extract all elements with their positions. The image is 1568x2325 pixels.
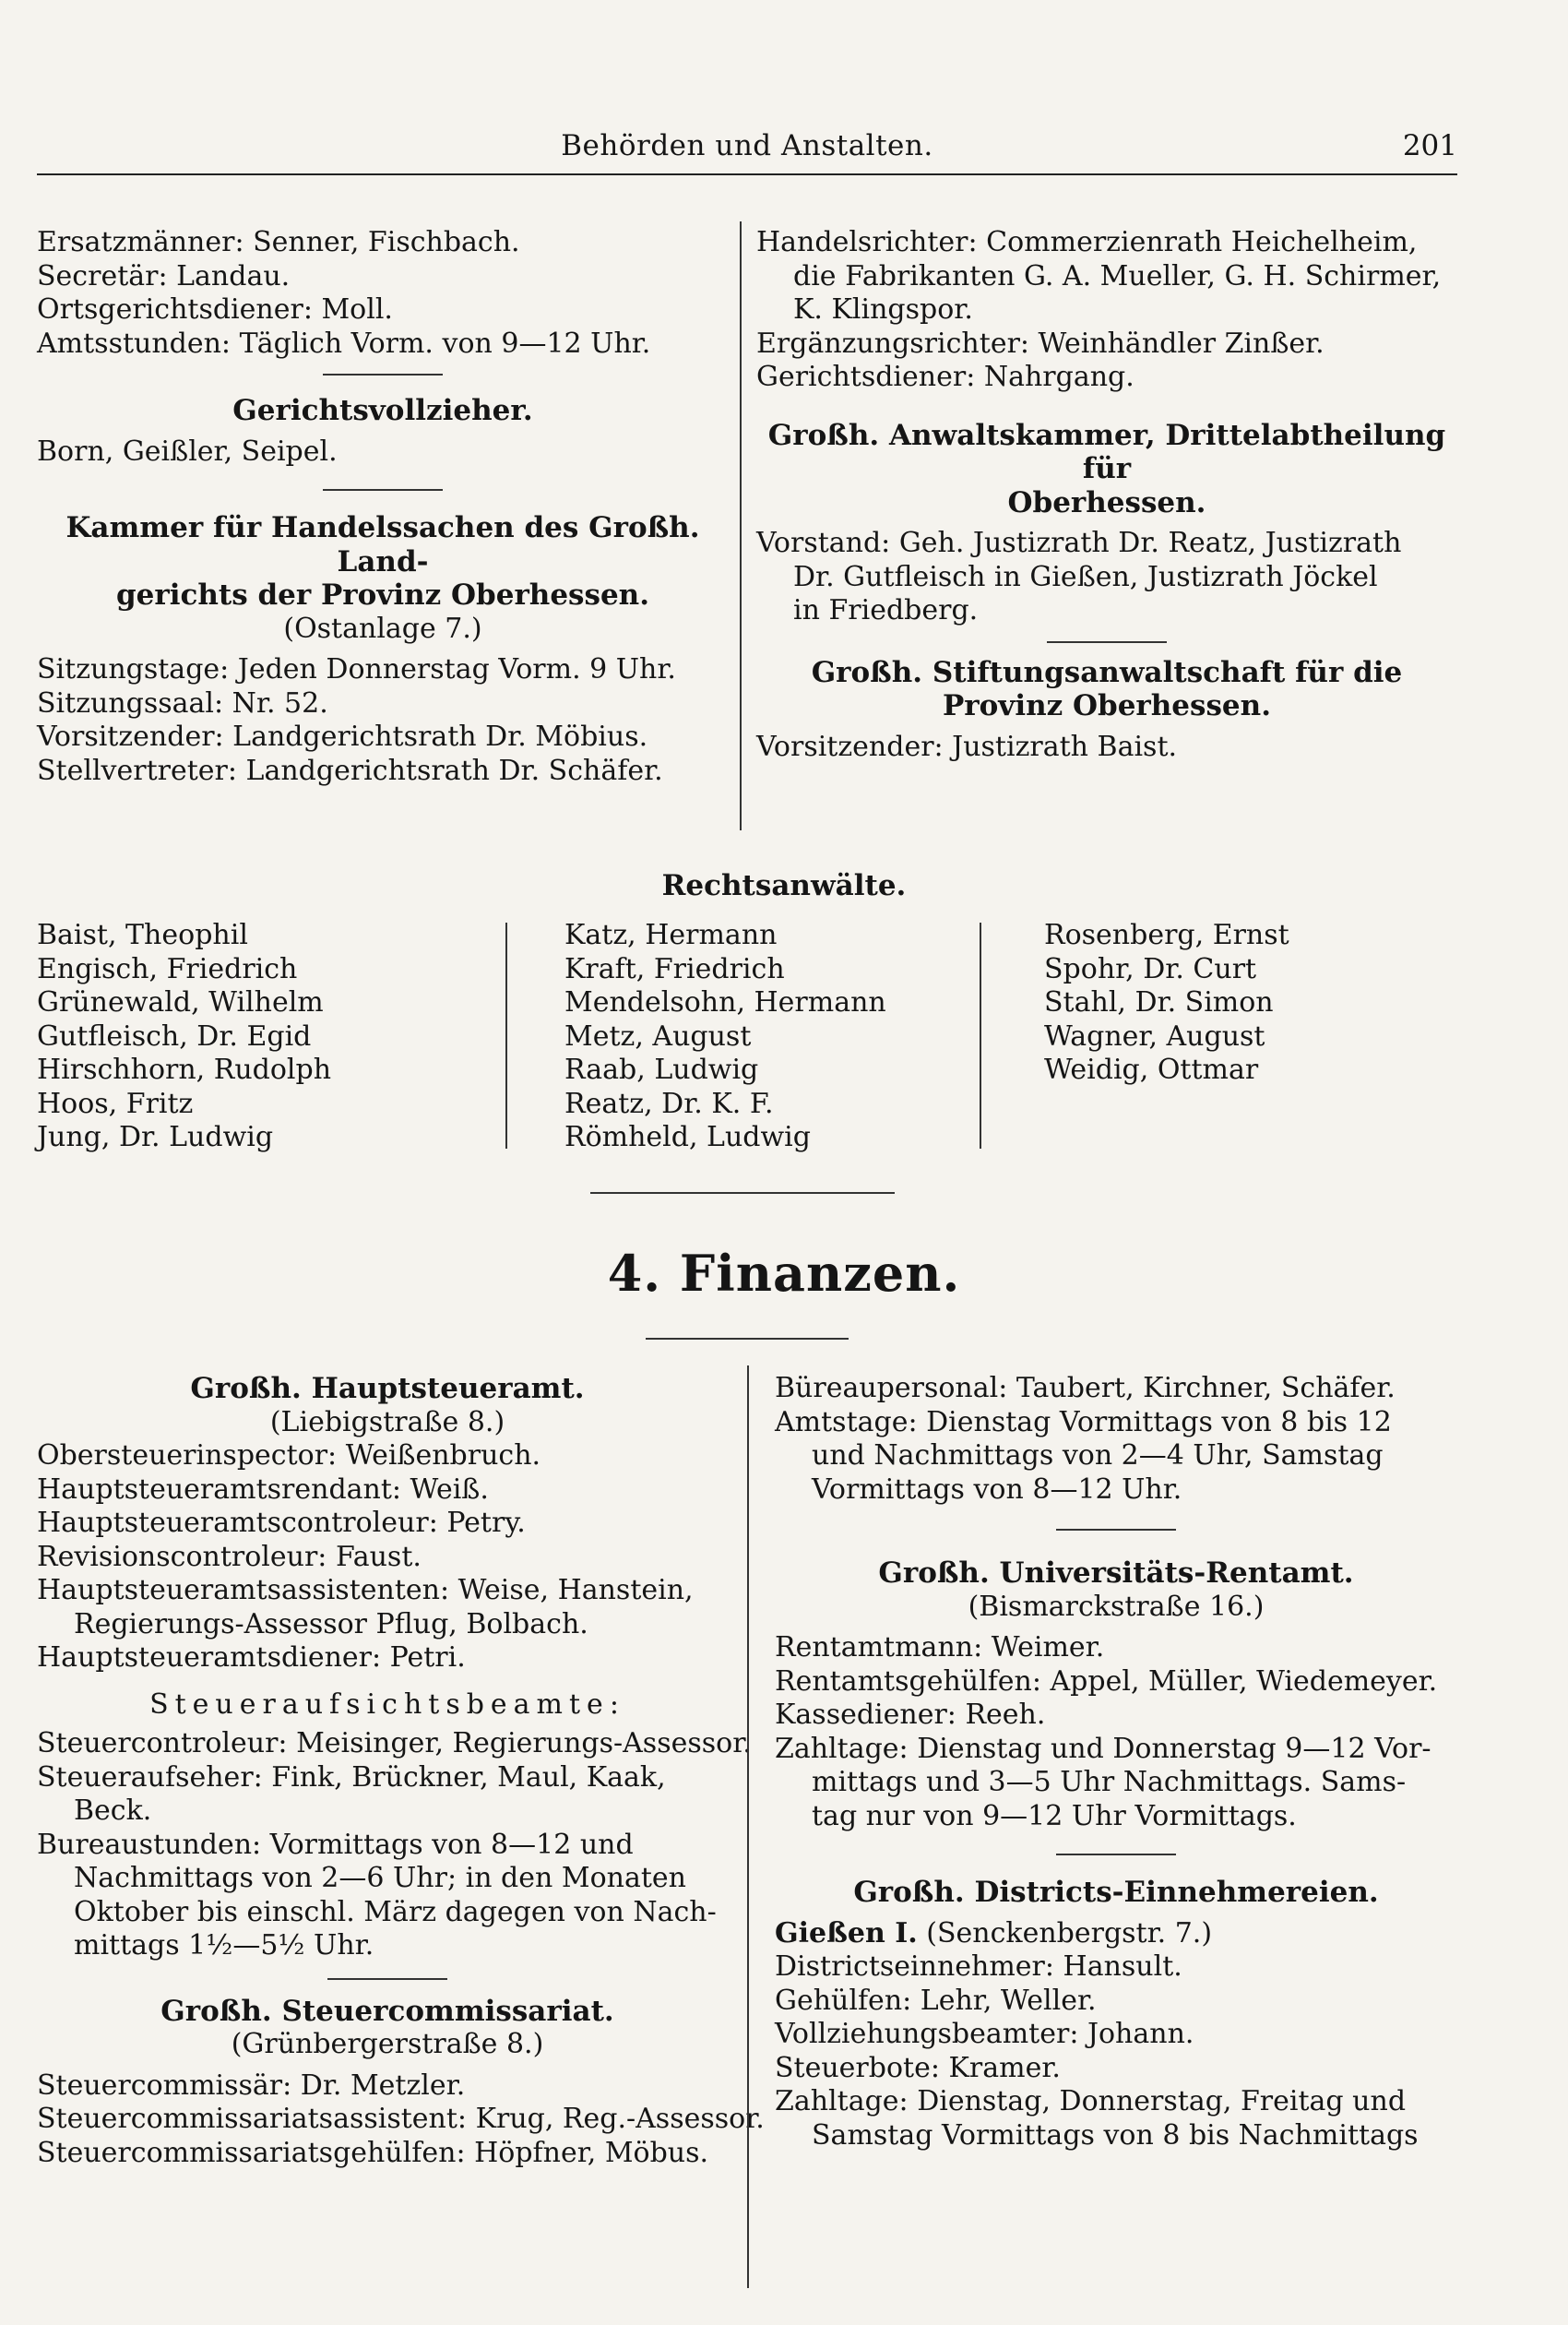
list-item: Raab, Ludwig [564, 1054, 759, 1086]
text-line: Regierungs-Assessor Pflug, Bolbach. [74, 1607, 588, 1640]
text-line: Samstag Vormittags von 8 bis Nachmittags [812, 2118, 1419, 2152]
section-heading: Gerichtsvollzieher. [232, 394, 533, 427]
section-divider [1047, 641, 1167, 643]
text-line: Steuercommissariatsassistent: Krug, Reg.-Assessor. [37, 2103, 765, 2135]
bottom-left-column [37, 1372, 765, 2170]
district-name: Gießen I. [775, 1916, 918, 1949]
list-item: Spohr, Dr. Curt [1044, 952, 1257, 985]
text-line: Zahltage: Dienstag und Donnerstag 9—12 Vor- [775, 1732, 1431, 1765]
text-line: Stellvertreter: Landgerichtsrath Dr. Schäfer. [37, 754, 663, 787]
text-line: Büreaupersonal: Taubert, Kirchner, Schäfer. [775, 1372, 1396, 1404]
text-line: Steuercommissär: Dr. Metzler. [37, 2069, 466, 2102]
section-title: 4. Finanzen. [607, 1244, 961, 1303]
text-line: Sitzungssaal: Nr. 52. [37, 686, 328, 720]
text-line: Hauptsteueramtsassistenten: Weise, Hanstein, [37, 1574, 694, 1606]
list-item: Reatz, Dr. K. F. [564, 1087, 774, 1120]
text-line: Rentamtmann: Weimer. [775, 1631, 1105, 1663]
text-line: Steueraufseher: Fink, Brückner, Maul, Kaak, [37, 1760, 666, 1794]
text-line: tag nur von 9—12 Uhr Vormittags. [812, 1799, 1297, 1832]
text-line: und Nachmittags von 2—4 Uhr, Samstag [812, 1439, 1384, 1472]
lawyers-column-1 [37, 919, 498, 1155]
text-line: Hauptsteueramtsdiener: Petri. [37, 1641, 466, 1674]
section-divider [1056, 1529, 1176, 1531]
text-line: Bureaustunden: Vormittags von 8—12 und [37, 1828, 634, 1861]
text-line: Gehülfen: Lehr, Weller. [775, 1984, 1097, 2017]
section-heading: Großh. Stiftungsanwaltschaft für die [811, 655, 1403, 689]
section-divider [323, 489, 443, 491]
text-line: Hauptsteueramtsrendant: Weiß. [37, 1472, 489, 1506]
text-line: Obersteuerinspector: Weißenbruch. [37, 1439, 541, 1472]
text-line: Rentamtsgehülfen: Appel, Müller, Wiedemeyer. [775, 1664, 1438, 1698]
text-line: Zahltage: Dienstag, Donnerstag, Freitag und [775, 2085, 1407, 2117]
text-line: Ergänzungsrichter: Weinhändler Zinßer. [756, 327, 1324, 360]
subsection-heading: Steueraufsichtsbeamte: [149, 1687, 625, 1721]
text-line: mittags 1½—5½ Uhr. [74, 1929, 374, 1961]
section-divider [327, 1978, 447, 1980]
section-heading: Kammer für Handelssachen des Großh. Land- [65, 511, 700, 578]
list-item: Jung, Dr. Ludwig [37, 1121, 274, 1153]
section-divider [590, 1192, 895, 1194]
top-right-column [756, 226, 1457, 764]
section-divider [323, 374, 443, 376]
lawyers-column-3 [1044, 919, 1459, 1088]
section-heading: gerichts der Provinz Oberhessen. [115, 578, 649, 612]
text-line: Ersatzmänner: Senner, Fischbach. [37, 226, 520, 258]
list-item: Stahl, Dr. Simon [1044, 986, 1274, 1019]
lawyers-heading-wrap [0, 869, 1568, 903]
column-divider [740, 221, 742, 830]
text-line: Amtstage: Dienstag Vormittags von 8 bis 12 [775, 1405, 1392, 1438]
text-line: Beck. [74, 1794, 152, 1827]
text-line: Vorsitzender: Landgerichtsrath Dr. Möbius. [37, 721, 648, 753]
text-line: Steuercommissariatsgehülfen: Höpfner, Möbus. [37, 2136, 709, 2169]
section-heading: Großh. Universitäts-Rentamt. [878, 1556, 1354, 1590]
column-divider [980, 923, 981, 1149]
text-line: K. Klingspor. [793, 293, 973, 326]
text-line: Kassediener: Reeh. [775, 1699, 1046, 1731]
text-line: Vorstand: Geh. Justizrath Dr. Reatz, Justizrath [756, 527, 1402, 559]
text-line: Born, Geißler, Seipel. [37, 435, 338, 468]
text-line: Hauptsteueramtscontroleur: Petry. [37, 1507, 526, 1539]
section-heading: Großh. Hauptsteueramt. [190, 1372, 585, 1405]
list-item: Weidig, Ottmar [1044, 1054, 1259, 1086]
address: (Grünbergerstraße 8.) [231, 2028, 544, 2060]
text-line: Dr. Gutfleisch in Gießen, Justizrath Jöckel [793, 560, 1378, 593]
text-line: Nachmittags von 2—6 Uhr; in den Monaten [74, 1862, 686, 1894]
text-line: Handelsrichter: Commerzienrath Heichelheim, [756, 226, 1418, 258]
section-divider [1056, 1854, 1176, 1855]
section-heading: Großh. Districts-Einnehmereien. [853, 1876, 1379, 1909]
section-heading: Provinz Oberhessen. [942, 689, 1271, 722]
list-item: Hirschhorn, Rudolph [37, 1054, 332, 1086]
list-item: Wagner, August [1044, 1019, 1265, 1053]
list-item: Metz, August [564, 1019, 752, 1053]
lawyers-column-2 [564, 919, 980, 1155]
text-line: Steuerbote: Kramer. [775, 2051, 1061, 2084]
address: (Ostanlage 7.) [283, 612, 482, 645]
list-item: Römheld, Ludwig [564, 1121, 811, 1153]
text-line: Gerichtsdiener: Nahrgang. [756, 361, 1134, 393]
text-line: Ortsgerichtsdiener: Moll. [37, 293, 393, 326]
running-header [37, 125, 1457, 172]
text-line: Secretär: Landau. [37, 259, 291, 292]
text-line: Oktober bis einschl. März dagegen von Nach- [74, 1895, 717, 1928]
header-rule [37, 173, 1457, 175]
list-item: Kraft, Friedrich [564, 952, 785, 985]
running-title: Behörden und Anstalten. [561, 129, 933, 162]
text-line: die Fabrikanten G. A. Mueller, G. H. Schirmer, [793, 259, 1442, 292]
list-item: Grünewald, Wilhelm [37, 986, 324, 1019]
column-divider [747, 1365, 749, 2288]
list-item: Katz, Hermann [564, 919, 778, 951]
section-heading: Oberhessen. [1007, 485, 1206, 519]
column-divider [505, 923, 507, 1149]
text-line: in Friedberg. [793, 594, 979, 626]
bottom-right-column [775, 1372, 1457, 2152]
text-line: Amtsstunden: Täglich Vorm. von 9—12 Uhr. [37, 327, 651, 360]
list-item: Engisch, Friedrich [37, 952, 298, 985]
page-number: 201 [1402, 129, 1457, 162]
address: (Bismarckstraße 16.) [968, 1590, 1265, 1623]
address: (Liebigstraße 8.) [269, 1405, 505, 1438]
text-line: Vollziehungsbeamter: Johann. [775, 2018, 1194, 2050]
district-address: (Senckenbergstr. 7.) [926, 1916, 1213, 1949]
text-line: Sitzungstage: Jeden Donnerstag Vorm. 9 Uhr. [37, 653, 676, 686]
section-heading: Großh. Steuercommissariat. [160, 1994, 614, 2028]
text-line: Districtseinnehmer: Hansult. [775, 1950, 1182, 1983]
list-item: Hoos, Fritz [37, 1087, 194, 1120]
section-heading: Rechtsanwälte. [661, 869, 907, 902]
top-left-column [37, 226, 729, 788]
text-line: Vormittags von 8—12 Uhr. [812, 1472, 1182, 1506]
list-item: Baist, Theophil [37, 919, 248, 951]
text-line [775, 1917, 1457, 1951]
section-divider [646, 1338, 849, 1340]
section-heading: Großh. Anwaltskammer, Drittelabtheilung für [767, 418, 1446, 485]
text-line: Vorsitzender: Justizrath Baist. [756, 730, 1178, 763]
list-item: Gutfleisch, Dr. Egid [37, 1019, 312, 1053]
text-line: mittags und 3—5 Uhr Nachmittags. Sams- [812, 1766, 1407, 1798]
list-item: Mendelsohn, Hermann [564, 986, 886, 1019]
text-line: Revisionscontroleur: Faust. [37, 1540, 422, 1573]
text-line: Steuercontroleur: Meisinger, Regierungs-Assessor. [37, 1727, 752, 1759]
list-item: Rosenberg, Ernst [1044, 919, 1289, 951]
